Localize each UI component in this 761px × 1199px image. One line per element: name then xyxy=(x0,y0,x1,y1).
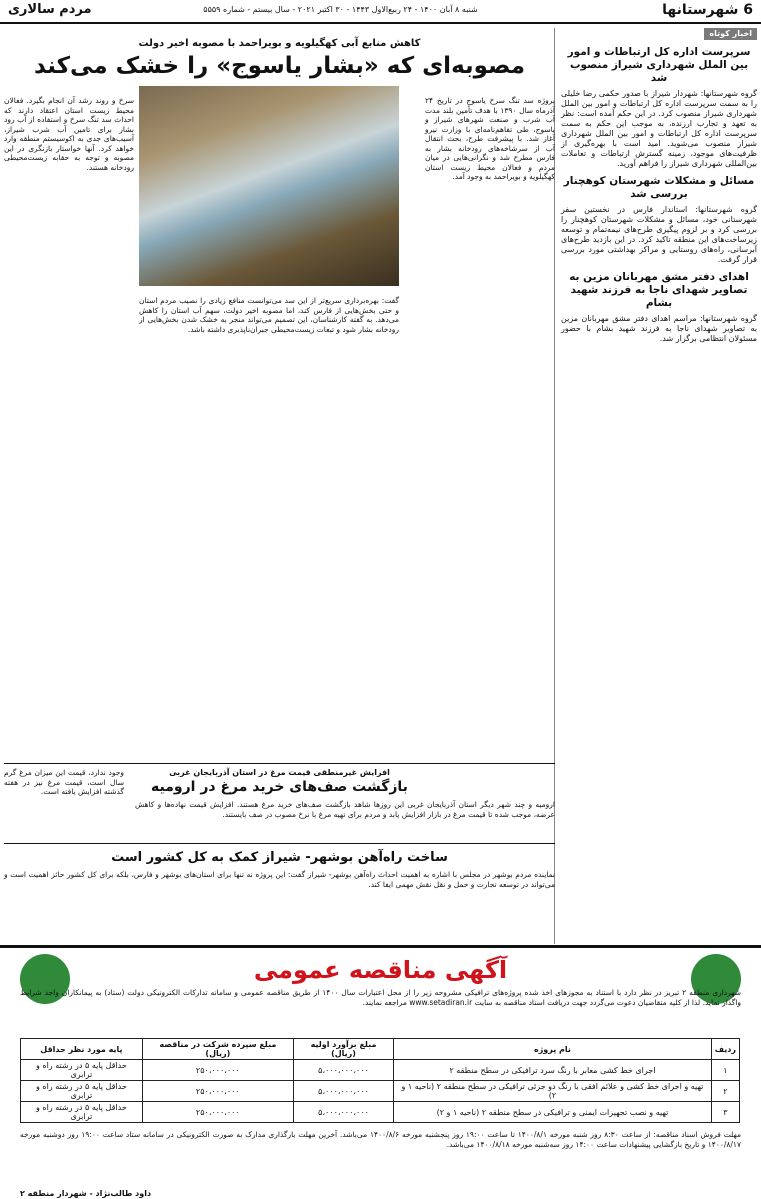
chicken-headline: بازگشت صف‌های خرید مرغ در ارومیه xyxy=(151,779,408,795)
ad-footer: مهلت فروش اسناد مناقصه: از ساعت ۸:۳۰ روز شنبه مورخه ۱۴۰۰/۸/۱ تا ساعت ۱۹:۰۰ روز پنجشنبه مورخه ۱۴۰۰/۸/۶ می‌باشد. آخرین مهلت بارگذاری مدارک به صورت الکترونیکی در سامانه ستاد ساعت ۱۹:۰۰ روز دوشنبه مورخه ۱۴۰۰/۸/۱۷ و تاریخ بازگشایی پیشنهادات ساعت ۱۴:۰۰ روز سه‌شنبه مورخه ۱۴۰۰/۸/۱۸ می‌باشد. xyxy=(20,1130,742,1149)
newspaper-name: مردم سالاری xyxy=(8,2,92,17)
tender-ad xyxy=(0,945,761,1199)
ad-title: آگهی مناقصه عمومی xyxy=(253,956,508,984)
ad-signature: داود طالب‌نژاد - شهردار منطقه ۲ xyxy=(20,1189,152,1198)
lead-col-1: پروژه سد تنگ سرخ یاسوج در تاریخ ۲۴ آذرماه سال ۱۳۹۰ با هدف تأمین بلند مدت آب شرب و صنعت شهرهای شیراز و یاسوج، طی تفاهم‌نامه‌ای با وزارت نیرو آغاز شد. با پیشرفت طرح، بحث انتقال آب از سرشاخه‌های رودخانه بشار به فارس مطرح شد و نگرانی‌هایی در میان مردم و فعالان محیط زیست استان کهگیلویه و بویراحمد به وجود آمد. xyxy=(425,96,555,181)
side-item-2-body: گروه شهرستانها: استاندار فارس در نخستین سفر شهرستانی خود، مسائل و مشکلات شهرستان کوهچنار را بررسی کرد و بر لزوم پیگیری طرح‌های نیمه‌تمام و توسعه زیرساخت‌های این منطقه تاکید کرد. در این بازدید طرح‌های آبرسانی، راه‌های روستایی و مراکز بهداشتی مورد بررسی قرار گرفت. xyxy=(561,205,757,264)
table-cell: حداقل پایه ۵ در رشته راه و ترابری xyxy=(21,1060,143,1081)
header-cell: نام پروژه xyxy=(394,1039,712,1060)
chicken-story xyxy=(4,763,555,844)
table-cell: ۳ xyxy=(711,1102,739,1123)
header-cell: پایه مورد نظر حداقل xyxy=(21,1039,143,1060)
page-number: 6 xyxy=(743,2,753,18)
table-cell: اجرای خط کشی معابر با رنگ سرد ترافیکی در سطح منطقه ۲ xyxy=(394,1060,712,1081)
side-item-3-body: گروه شهرستانها: مراسم اهدای دفتر مشق مهربانان مزین به تصاویر شهدای ناجا به فرزند شهید بشام با حضور مسئولان انتظامی برگزار شد. xyxy=(561,314,757,343)
railway-story xyxy=(4,843,555,924)
side-item-2-title: مسائل و مشکلات شهرستان کوهچنار بررسی شد xyxy=(563,175,755,200)
table-cell: ۵،۰۰۰،۰۰۰،۰۰۰ xyxy=(293,1060,393,1081)
lead-headline: مصوبه‌ای که «بشار یاسوج» را خشک می‌کند xyxy=(34,53,525,79)
table-cell: ۵،۰۰۰،۰۰۰،۰۰۰ xyxy=(293,1102,393,1123)
table-cell: ۵،۰۰۰،۰۰۰،۰۰۰ xyxy=(293,1081,393,1102)
lead-story xyxy=(4,28,555,763)
table-cell: تهیه و اجرای خط کشی و علائم افقی با رنگ دو جزئی ترافیکی در سطح منطقه ۲ (ناحیه ۱ و ۲) xyxy=(394,1081,712,1102)
table-cell: ۲۵۰،۰۰۰،۰۰۰ xyxy=(142,1060,293,1081)
river-photo xyxy=(139,86,399,286)
chicken-side: وجود ندارد، قیمت این میزان مرغ گرم سال است، قیمت مرغ نیز در هفته گذشته افزایش یافته است. xyxy=(4,768,124,796)
sidebar-news xyxy=(554,28,757,944)
lead-kicker: کاهش منابع آبی کهگیلویه و بویراحمد با مصوبه اخیر دولت xyxy=(138,38,421,49)
side-item-3-title: اهدای دفتر مشق مهربانان مزین به تصاویر شهدای ناجا به فرزند شهید بشام xyxy=(569,271,749,309)
sidebar-tag: اخبار کوتاه xyxy=(704,28,757,40)
table-cell: ۲ xyxy=(711,1081,739,1102)
table-row xyxy=(21,1060,740,1081)
issue-meta: شنبه ۸ آبان ۱۴۰۰ - ۲۴ ربیع‌الاول ۱۴۴۳ - ۳۰ اکتبر ۲۰۲۱ - سال بیستم - شماره ۵۵۵۹ xyxy=(203,5,478,14)
chicken-kicker: افزایش غیرمنطقی قیمت مرغ در استان آذربایجان غربی xyxy=(169,768,390,777)
railway-body: نماینده مردم بوشهر در مجلس با اشاره به اهمیت احداث راه‌آهن بوشهر- شیراز گفت: این پروژه نه تنها برای استان‌های بوشهر و فارس، بلکه برای کل کشور حائز اهمیت است و می‌تواند در توسعه تجارت و حمل و نقل نقش مهمی ایفا کند. xyxy=(4,870,555,889)
ad-intro: شهرداری منطقه ۲ تبریز در نظر دارد با استناد به مجوزهای اخذ شده پروژه‌های ترافیکی مشروحه زیر را از محل اعتبارات سال ۱۴۰۰ از طریق مناقصه عمومی و سامانه تدارکات الکترونیکی دولت (ستاد) به پیمانکاران واجد شرایط واگذار نماید. لذا از کلیه متقاضیان دعوت می‌گردد جهت دریافت اسناد مناقصه به سایت www.setadiran.ir مراجعه نمایند. xyxy=(20,988,742,1007)
header-cell: مبلغ برآورد اولیه (ریال) xyxy=(293,1039,393,1060)
chicken-body: ارومیه و چند شهر دیگر استان آذربایجان غربی این روزها شاهد بازگشت صف‌های خرید مرغ هستند. افزایش قیمت نهاده‌ها و کاهش عرضه، موجب شده تا قیمت مرغ در بازار افزایش یابد و مردم برای تهیه مرغ با نرخ مصوب در صف بایستند. xyxy=(135,800,555,819)
header-cell: مبلغ سپرده شرکت در مناقصه (ریال) xyxy=(142,1039,293,1060)
table-row xyxy=(21,1081,740,1102)
table-cell: ۲۵۰،۰۰۰،۰۰۰ xyxy=(142,1102,293,1123)
side-item-1-body: گروه شهرستانها: شهردار شیراز با صدور حکمی رضا خلیلی را به سمت سرپرست اداره کل ارتباطات و امور بین الملل شهرداری شیراز منصوب کرد. در این حکم آمده است: نظر به تعهد و تجارب ارزنده، به موجب این حکم به سمت سرپرست اداره کل ارتباطات و امور بین الملل شهرداری شیراز منصوب می‌شوید. امید است با بهره‌گیری از ظرفیت‌های موجود، زمینه گسترش ارتباطات و تعاملات بین‌المللی شهرداری شیراز را فراهم آورید. xyxy=(561,89,757,168)
table-cell: تهیه و نصب تجهیزات ایمنی و ترافیکی در سطح منطقه ۲ (ناحیه ۱ و ۲) xyxy=(394,1102,712,1123)
side-item-1-title: سرپرست اداره کل ارتباطات و امور بین الملل شهرداری شیراز منصوب شد xyxy=(567,46,751,84)
section-title: 6 شهرستانها xyxy=(662,2,753,18)
page-header xyxy=(0,0,761,24)
railway-headline: ساخت راه‌آهن بوشهر- شیراز کمک به کل کشور است xyxy=(111,850,448,865)
table-cell: حداقل پایه ۵ در رشته راه و ترابری xyxy=(21,1102,143,1123)
lead-col-2: گفت: بهره‌برداری سریع‌تر از این سد می‌توانست منافع زیادی را نصیب مردم استان و حتی بخش‌هایی از فارس کند، اما مصوبه اخیر دولت، سهم آب استان را کاهش می‌دهد. به گفته کارشناسان، این تصمیم می‌تواند منجر به خشک شدن بخش‌هایی از رودخانه بشار شود و تبعات زیست‌محیطی جبران‌ناپذیری داشته باشد. xyxy=(139,296,399,334)
table-row xyxy=(21,1102,740,1123)
table-cell: ۱ xyxy=(711,1060,739,1081)
table-header-row xyxy=(21,1039,740,1060)
table-cell: حداقل پایه ۵ در رشته راه و ترابری xyxy=(21,1081,143,1102)
lead-col-3: سرخ و روند رشد آن انجام بگیرد. فعالان محیط زیست استان اعتقاد دارند که احداث سد تنگ سرخ و استفاده از آب رود بشار برای تامین آب شرب شیراز، آسیب‌های جدی به اکوسیستم منطقه وارد خواهد کرد. آنها خواستار بازنگری در این مصوبه و توجه به حقابه زیست‌محیطی رودخانه هستند. xyxy=(4,96,134,172)
table-cell: ۲۵۰،۰۰۰،۰۰۰ xyxy=(142,1081,293,1102)
header-cell: ردیف xyxy=(711,1039,739,1060)
tender-table xyxy=(20,1038,740,1123)
